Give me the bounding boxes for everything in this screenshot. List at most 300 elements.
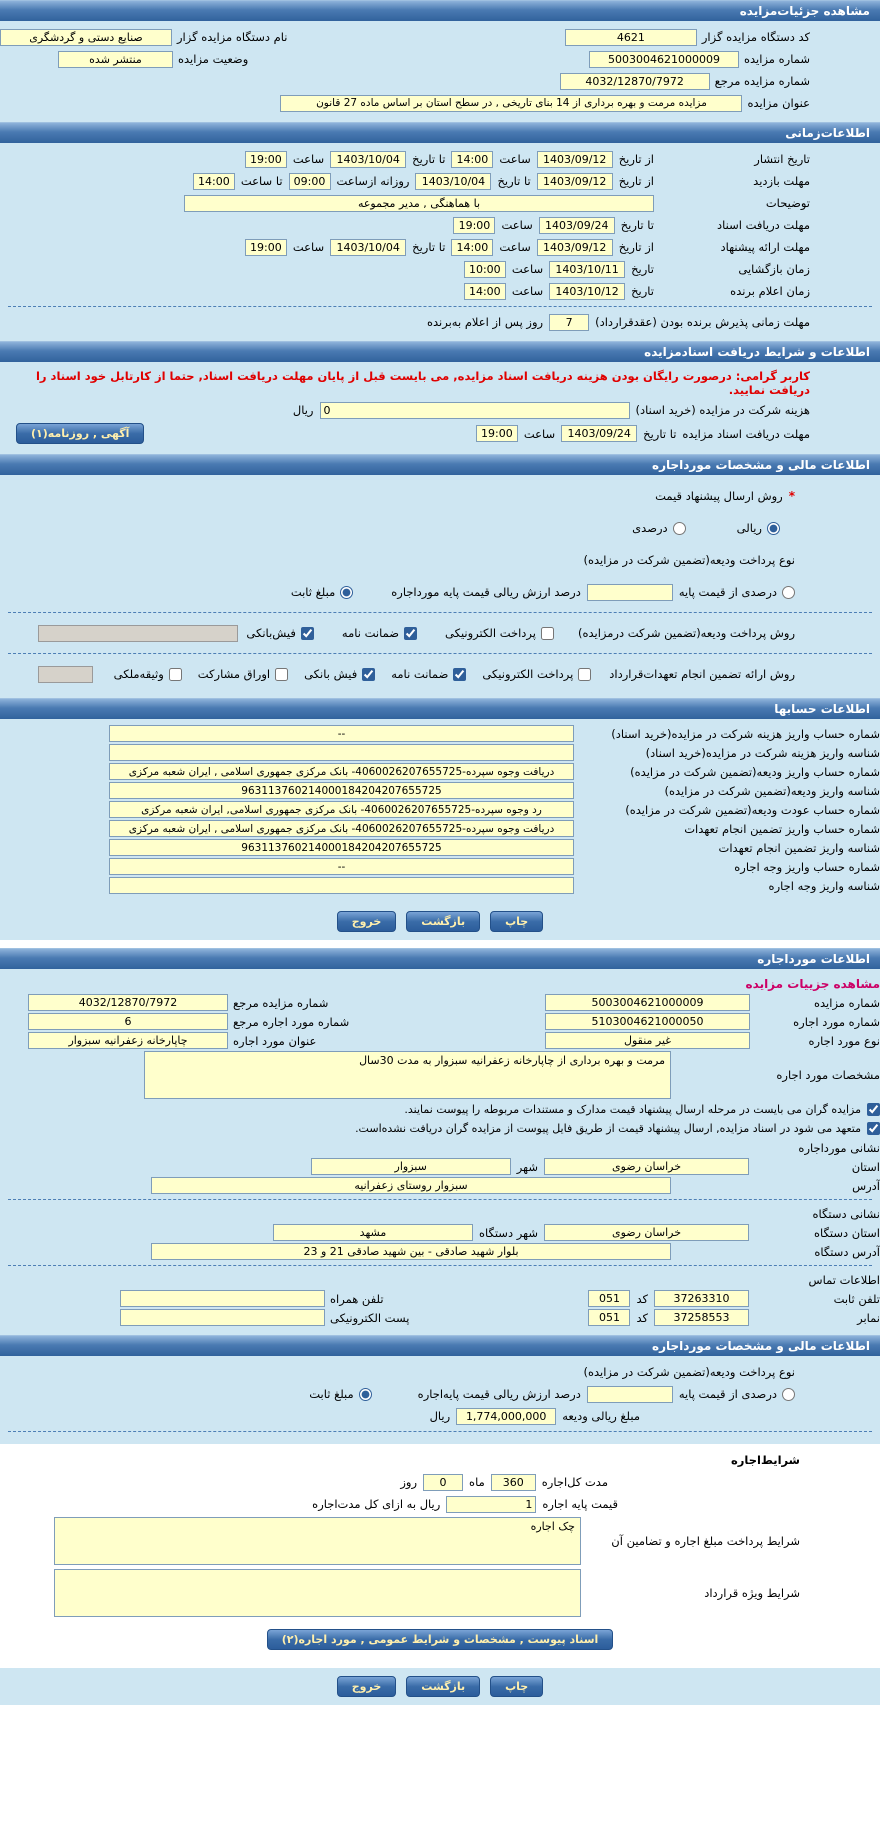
base-price-label: قیمت پایه اجاره <box>542 1497 618 1511</box>
account-row <box>0 724 880 743</box>
field-org-name <box>0 29 287 46</box>
obligation-guarantee-label: ضمانت نامه <box>391 667 449 681</box>
exit-button[interactable]: خروج <box>337 1676 397 1697</box>
deposit-type-label: نوع پرداخت ودیعه(تضمین شرکت در مزایده) <box>583 553 795 567</box>
accounts-panel <box>0 719 880 903</box>
print-button[interactable]: چاپ <box>490 911 543 932</box>
obligation-bank-slip-checkbox[interactable] <box>362 668 375 681</box>
dashed-divider <box>8 306 872 307</box>
hour-label: ساعت <box>499 240 531 254</box>
phone-label: تلفن ثابت <box>833 1291 880 1306</box>
obligation-bonds-label: اوراق مشارکت <box>197 667 271 681</box>
deposit-bank-slip-label: فیش‌بانکی <box>246 626 296 640</box>
attach-docs-check-label: مزایده گران می بایست در مرحله ارسال پیشنهاد قیمت مدارک و مستندات مربوطه را پیوست نمایند. <box>404 1103 861 1116</box>
account-row <box>0 819 880 838</box>
price-method-options-row <box>0 512 880 544</box>
account-row-label: شماره حساب عودت ودیعه(تضمین شرکت در مزایده) <box>625 802 880 817</box>
free-docs-warning-text: کاربر گرامی: درصورت رایگان بودن هزینه دریافت اسناد مزایده, می بایست قبل از پایان مهلت دریافت اسناد, حتما از کارتابل خود اسناد را دریافت نمایید. <box>35 369 810 397</box>
winner-time-input[interactable] <box>464 283 506 300</box>
participation-fee-input[interactable] <box>320 402 630 419</box>
deposit-electronic-label: پرداخت الکترونیکی <box>445 626 536 640</box>
field-rental-auction-no <box>545 994 880 1011</box>
form-row <box>0 993 880 1012</box>
obligation-collateral-option <box>114 667 182 681</box>
date-label: تاریخ <box>631 284 654 298</box>
fixed-amount-label: مبلغ ثابت <box>309 1387 354 1401</box>
field-email <box>120 1309 409 1326</box>
deposit-bank-slip-option <box>246 626 313 640</box>
percent-radio-label: درصدی <box>632 521 668 535</box>
price-method-label-row <box>0 480 880 512</box>
obligation-collateral-checkbox[interactable] <box>169 668 182 681</box>
winner-accept-days-input[interactable] <box>549 314 589 331</box>
percent-option <box>632 521 685 535</box>
obligation-guarantee-option <box>391 667 466 681</box>
auction-number-label: شماره مزایده <box>744 52 810 66</box>
duration-label: مدت کل‌اجاره <box>541 1475 608 1489</box>
attach-docs-checkbox[interactable] <box>867 1103 880 1116</box>
percent-of-base-radio[interactable] <box>782 586 795 599</box>
field-auction-number <box>589 51 810 68</box>
page-bottom-filler <box>0 1705 880 1835</box>
hour-label: ساعت <box>523 426 556 441</box>
date-label: تاریخ <box>631 262 654 276</box>
from-date-label: از تاریخ <box>618 240 654 254</box>
city-label: شهر <box>516 1159 538 1174</box>
opening-time-label: زمان بازگشایی <box>738 262 810 276</box>
account-row <box>0 743 880 762</box>
base-price-suffix: ریال به ازای کل مدت‌اجاره <box>312 1497 441 1511</box>
section-gap <box>0 940 880 948</box>
rental-info-panel <box>0 969 880 1335</box>
winner-accept-suffix: روز پس از اعلام به‌برنده <box>426 315 544 329</box>
percent-of-base-suffix: درصد ارزش ریالی قیمت پایه مورداجاره <box>391 585 581 599</box>
from-date-label: از تاریخ <box>618 152 654 166</box>
base-price-row <box>0 1493 880 1515</box>
auction-code-label: کد دستگاه مزایده گزار <box>701 30 810 44</box>
day-unit-label: روز <box>400 1475 418 1489</box>
phone-code-input[interactable] <box>588 1290 630 1307</box>
account-row-input[interactable] <box>109 763 574 780</box>
rental-terms-panel <box>0 1444 880 1668</box>
special-terms-label: شرایط ویژه قرارداد <box>704 1586 800 1600</box>
form-row <box>0 1223 880 1242</box>
account-row-input[interactable] <box>109 782 574 799</box>
percent-of-base-suffix: درصد ارزش ریالی قیمت پایه‌اجاره <box>417 1387 581 1401</box>
province-input[interactable] <box>544 1158 749 1175</box>
rental-item-ref-label: شماره مورد اجاره مرجع <box>233 1014 350 1029</box>
org-address-input[interactable] <box>151 1243 671 1260</box>
duration-days-input[interactable] <box>423 1474 463 1491</box>
section-header-financial-info-item: اطلاعات مالی و مشخصات مورداجاره <box>0 1335 880 1356</box>
notes-label: توضیحات <box>765 196 810 210</box>
offer-deadline-row <box>0 236 880 258</box>
rental-title-input[interactable] <box>28 1032 228 1049</box>
winner-accept-row <box>0 311 880 333</box>
contact-section-row <box>0 1270 880 1289</box>
publish-date-label: تاریخ انتشار <box>754 152 810 166</box>
fixed-amount-option <box>309 1387 371 1401</box>
rental-auction-no-label: شماره مزایده <box>814 995 880 1010</box>
month-unit-label: ماه <box>469 1475 485 1489</box>
form-row <box>0 1308 880 1327</box>
offer-from-time-input[interactable] <box>451 239 493 256</box>
auction-ref-input[interactable] <box>560 73 710 90</box>
account-row-input[interactable] <box>109 858 574 875</box>
deposit-bank-slip-checkbox[interactable] <box>301 627 314 640</box>
org-name-label: نام دستگاه مزایده گزار <box>177 30 288 44</box>
daily-from-hour-label: روزانه از‌ساعت <box>336 174 410 188</box>
doc-deadline-label: مهلت دریافت اسناد مزایده <box>682 426 810 441</box>
hour-label: ساعت <box>499 152 531 166</box>
account-row-label: شناسه واریز ودیعه(تضمین شرکت در مزایده) <box>664 783 880 798</box>
deposit-electronic-option <box>445 626 554 640</box>
hour-label: ساعت <box>511 284 544 298</box>
phone-input[interactable] <box>654 1290 749 1307</box>
winner-accept-label: مهلت زمانی پذیرش برنده بودن (عقدقرارداد) <box>595 315 810 329</box>
view-auction-details-link[interactable]: مشاهده جزییات مزایده <box>745 976 880 991</box>
account-row-input[interactable] <box>109 877 574 894</box>
deposit-electronic-checkbox[interactable] <box>541 627 554 640</box>
publish-to-date-input[interactable] <box>330 151 406 168</box>
obligation-bonds-option <box>198 667 288 681</box>
auction-title-label: عنوان مزایده <box>747 96 810 110</box>
dashed-divider <box>8 612 872 613</box>
form-row <box>0 92 880 114</box>
percent-of-base-radio-2[interactable] <box>782 1388 795 1401</box>
fixed-amount-radio-2[interactable] <box>359 1388 372 1401</box>
notes-input[interactable] <box>184 195 654 212</box>
dashed-divider <box>8 1431 872 1432</box>
doc-receive-deadline-row <box>0 214 880 236</box>
deposit-method-label: روش پرداخت ودیعه(تضمین شرکت درمزایده) <box>577 626 795 640</box>
back-button[interactable]: بازگشت <box>406 1676 480 1697</box>
dashed-divider <box>8 1265 872 1266</box>
obligation-electronic-label: پرداخت الکترونیکی <box>482 667 574 681</box>
section-header-doc-terms: اطلاعات و شرایط دریافت اسنادمزایده <box>0 341 880 362</box>
visit-deadline-label: مهلت بازدید <box>753 174 810 188</box>
participation-fee-row <box>0 399 880 421</box>
mobile-input[interactable] <box>120 1290 325 1307</box>
contact-section-label: اطلاعات تماس <box>808 1272 880 1287</box>
auction-code-input[interactable] <box>565 29 697 46</box>
account-row-label: شماره حساب واریز ودیعه(تضمین شرکت در مزایده) <box>630 764 880 779</box>
form-row <box>0 1289 880 1308</box>
obligation-method-label: روش ارائه تضمین انجام تعهدات‌قرارداد <box>609 667 795 681</box>
payment-terms-label: شرایط پرداخت مبلغ اجاره و تضامین آن <box>611 1534 800 1548</box>
rial-radio-label: ریالی <box>736 521 762 535</box>
hour-label: ساعت <box>292 152 325 166</box>
auction-title-input[interactable] <box>280 95 742 112</box>
percent-radio[interactable] <box>673 522 686 535</box>
auction-number-input[interactable] <box>589 51 739 68</box>
obligation-bank-slip-option <box>304 667 375 681</box>
org-province-label: استان دستگاه <box>813 1225 880 1240</box>
fixed-amount-option <box>291 585 353 599</box>
form-row <box>0 1242 880 1261</box>
field-auction-title <box>280 95 810 112</box>
fax-label: نمابر <box>857 1310 880 1325</box>
view-details-link-row <box>0 974 880 993</box>
deposit-type-label-row <box>0 544 880 576</box>
form-row <box>0 1176 880 1195</box>
doc-deadline-date-input[interactable] <box>539 217 615 234</box>
form-row <box>0 1031 880 1050</box>
obligation-collateral-label: وثیقه‌ملکی <box>113 667 164 681</box>
account-row <box>0 857 880 876</box>
email-label: پست الکترونیکی <box>330 1310 410 1325</box>
rental-terms-title: شرایط‌اجاره <box>731 1453 800 1467</box>
rial-unit-label: ریال <box>429 1409 451 1423</box>
dashed-divider <box>8 1199 872 1200</box>
print-button[interactable]: چاپ <box>490 1676 543 1697</box>
hour-label: ساعت <box>511 262 544 276</box>
rial-unit-label: ریال <box>292 403 314 417</box>
exit-button[interactable]: خروج <box>337 911 397 932</box>
back-button[interactable]: بازگشت <box>406 911 480 932</box>
deposit-amount-label: مبلغ ریالی ودیعه <box>562 1409 640 1423</box>
required-asterisk: * <box>788 489 795 503</box>
org-name-input[interactable] <box>0 29 172 46</box>
duration-row <box>0 1471 880 1493</box>
rental-auction-ref-input[interactable] <box>28 994 228 1011</box>
to-date-label: تا تاریخ <box>412 240 446 254</box>
percent-of-base-input[interactable] <box>587 584 673 601</box>
rental-auction-no-input[interactable] <box>545 994 750 1011</box>
field-auction-ref <box>560 73 810 90</box>
visit-to-date-input[interactable] <box>415 173 491 190</box>
field-rental-type <box>545 1032 880 1049</box>
address-input[interactable] <box>151 1177 671 1194</box>
rental-title-label: عنوان مورد اجاره <box>233 1033 317 1048</box>
publish-to-time-input[interactable] <box>245 151 287 168</box>
section-header-rental-info: اطلاعات مورداجاره <box>0 948 880 969</box>
org-address-section-row <box>0 1204 880 1223</box>
opening-time-input[interactable] <box>464 261 506 278</box>
account-row-label: شناسه واریز تضمین انجام تعهدات <box>718 840 880 855</box>
doc-deadline-time-input[interactable] <box>453 217 495 234</box>
org-address-label: آدرس دستگاه <box>814 1244 880 1259</box>
rental-terms-title-row <box>0 1449 880 1471</box>
doc-terms-panel <box>0 362 880 454</box>
opening-date-input[interactable] <box>549 261 625 278</box>
percent-of-base-label: درصدی از قیمت پایه <box>678 1387 777 1401</box>
duration-months-input[interactable] <box>491 1474 536 1491</box>
percent-of-base-input-2[interactable] <box>587 1386 673 1403</box>
deposit-amount-row <box>0 1405 880 1427</box>
fixed-amount-label: مبلغ ثابت <box>290 585 336 599</box>
base-price-input[interactable] <box>446 1496 536 1513</box>
offer-deadline-label: مهلت ارائه پیشنهاد <box>720 240 810 254</box>
account-row <box>0 800 880 819</box>
account-row-label: شناسه واریز هزینه شرکت در مزایده(خرید اسناد) <box>645 745 880 760</box>
fax-input[interactable] <box>654 1309 749 1326</box>
from-date-label: از تاریخ <box>618 174 654 188</box>
section-header-time-info: اطلاعات‌زمانی <box>0 122 880 143</box>
no-file-offer-checkbox[interactable] <box>867 1122 880 1135</box>
rental-item-no-input[interactable] <box>545 1013 750 1030</box>
city-input[interactable] <box>311 1158 511 1175</box>
deposit-guarantee-label: ضمانت نامه <box>341 626 400 640</box>
field-mobile <box>120 1290 384 1307</box>
payment-terms-row <box>0 1515 880 1567</box>
percent-of-base-option <box>679 585 795 599</box>
obligation-guarantee-checkbox[interactable] <box>453 668 466 681</box>
rental-specs-label: مشخصات مورد اجاره <box>776 1068 880 1082</box>
hour-label: ساعت <box>501 218 533 232</box>
offer-to-time-input[interactable] <box>245 239 287 256</box>
hour-label: ساعت <box>292 240 325 254</box>
disabled-input <box>38 625 238 642</box>
to-date-label: تا تاریخ <box>620 218 654 232</box>
area-code-label: کد <box>636 1310 648 1325</box>
section-header-accounts: اطلاعات حسابها <box>0 698 880 719</box>
dashed-divider <box>8 653 872 654</box>
fax-code-input[interactable] <box>588 1309 630 1326</box>
org-address-section-label: نشانی دستگاه <box>812 1206 880 1221</box>
form-row <box>0 1012 880 1031</box>
publish-from-date-input[interactable] <box>537 151 613 168</box>
percent-of-base-label: درصدی از قیمت پایه <box>678 585 777 599</box>
ad-newspaper-button[interactable]: آگهی , روزنامه(۱) <box>16 423 144 444</box>
account-row <box>0 762 880 781</box>
financial-info-item-panel <box>0 1356 880 1444</box>
to-date-label: تا تاریخ <box>412 152 446 166</box>
account-row <box>0 781 880 800</box>
to-date-label: تا تاریخ <box>497 174 531 188</box>
rial-option <box>737 521 780 535</box>
account-row-label: شماره حساب واریز وجه اجاره <box>734 859 880 874</box>
field-rental-auction-ref <box>28 994 328 1011</box>
action-buttons-row <box>0 1668 880 1705</box>
rental-type-label: نوع مورد اجاره <box>808 1033 880 1048</box>
doc-receive-deadline-label: مهلت دریافت اسناد <box>717 218 810 232</box>
obligation-electronic-checkbox[interactable] <box>578 668 591 681</box>
field-auction-code <box>565 29 810 46</box>
no-file-offer-check-label: متعهد می شود در اسناد مزایده, ارسال پیشنهاد قیمت از طریق فایل پیوست از مزایده گران دریافت نشده‌است. <box>355 1122 861 1135</box>
auction-ref-label: شماره مزایده مرجع <box>714 74 810 88</box>
obligation-method-row <box>0 658 880 690</box>
attach-docs-check-row <box>0 1100 880 1119</box>
special-terms-row <box>0 1567 880 1619</box>
attachments-button-row <box>0 1619 880 1660</box>
mobile-label: تلفن همراه <box>330 1291 384 1306</box>
auction-status-label: وضعیت مزایده <box>178 52 249 66</box>
account-row-input[interactable] <box>109 725 574 742</box>
obligation-electronic-option <box>482 667 591 681</box>
account-row <box>0 876 880 895</box>
deposit-type-options-row <box>0 576 880 608</box>
area-code-label: کد <box>636 1291 648 1306</box>
org-city-input[interactable] <box>273 1224 473 1241</box>
deposit-amount-input[interactable] <box>456 1408 556 1425</box>
deposit-type-label: نوع پرداخت ودیعه(تضمین شرکت در مزایده) <box>583 1365 795 1379</box>
rial-radio[interactable] <box>767 522 780 535</box>
org-city-label: شهر دستگاه <box>478 1225 538 1240</box>
to-date-label: تا تاریخ <box>643 426 677 441</box>
province-label: استان <box>851 1159 880 1174</box>
publish-date-row <box>0 148 880 170</box>
deposit-type-options-row <box>0 1383 880 1405</box>
action-buttons-row <box>0 903 880 940</box>
deposit-type-label-row <box>0 1361 880 1383</box>
obligation-bank-slip-label: فیش بانکی <box>304 667 358 681</box>
offer-from-date-input[interactable] <box>537 239 613 256</box>
visit-from-date-input[interactable] <box>537 173 613 190</box>
publish-from-time-input[interactable] <box>451 151 493 168</box>
disabled-input <box>38 666 93 683</box>
visit-daily-to-input[interactable] <box>193 173 235 190</box>
participation-fee-label: هزینه شرکت در مزایده (خرید اسناد) <box>635 403 810 417</box>
opening-time-row <box>0 258 880 280</box>
doc-deadline-row <box>0 421 880 446</box>
attachments-button[interactable]: اسناد پیوست , مشخصات و شرایط عمومی , مورد اجاره(۲) <box>267 1629 614 1650</box>
payment-terms-textarea[interactable] <box>54 1517 581 1565</box>
obligation-bonds-checkbox[interactable] <box>275 668 288 681</box>
fixed-amount-radio[interactable] <box>340 586 353 599</box>
notes-row <box>0 192 880 214</box>
rental-address-section-label: نشانی مورداجاره <box>798 1140 880 1155</box>
visit-deadline-row <box>0 170 880 192</box>
section-header-auction-details: مشاهده جزئیات‌مزایده <box>0 0 880 21</box>
percent-of-base-option <box>679 1387 795 1401</box>
no-file-offer-check-row <box>0 1119 880 1138</box>
rental-auction-ref-label: شماره مزایده مرجع <box>233 995 329 1010</box>
rental-specs-row <box>0 1050 880 1100</box>
account-row-input[interactable] <box>109 839 574 856</box>
email-input[interactable] <box>120 1309 325 1326</box>
org-province-input[interactable] <box>544 1224 749 1241</box>
to-hour-label: تا ساعت <box>240 174 283 188</box>
field-auction-status <box>58 51 248 68</box>
financial-info-panel <box>0 475 880 698</box>
account-row-input[interactable] <box>109 801 574 818</box>
field-rental-title <box>28 1032 316 1049</box>
visit-daily-from-input[interactable] <box>289 173 331 190</box>
form-row <box>0 48 880 70</box>
account-row-label: شماره حساب واریز هزینه شرکت در مزایده(خرید اسناد) <box>611 726 880 741</box>
auction-details-panel <box>0 21 880 122</box>
winner-announce-row <box>0 280 880 302</box>
account-row <box>0 838 880 857</box>
rental-type-input[interactable] <box>545 1032 750 1049</box>
rental-specs-textarea[interactable] <box>144 1051 671 1099</box>
time-info-panel <box>0 143 880 341</box>
form-row <box>0 1157 880 1176</box>
special-terms-textarea[interactable] <box>54 1569 581 1617</box>
account-row-label: شماره حساب واریز تضمین انجام تعهدات <box>684 821 880 836</box>
auction-status-input[interactable] <box>58 51 173 68</box>
docs-deadline-date-input[interactable] <box>561 425 637 442</box>
warning-row <box>0 367 880 399</box>
rental-item-ref-input[interactable] <box>28 1013 228 1030</box>
rental-item-no-label: شماره مورد اجاره <box>793 1014 880 1029</box>
price-method-label: روش ارسال پیشنهاد قیمت <box>655 489 783 503</box>
account-row-label: شناسه واریز وجه اجاره <box>768 878 880 893</box>
winner-date-input[interactable] <box>549 283 625 300</box>
deposit-guarantee-checkbox[interactable] <box>404 627 417 640</box>
field-rental-item-ref <box>28 1013 349 1030</box>
address-label: آدرس <box>852 1178 880 1193</box>
winner-announce-label: زمان اعلام برنده <box>730 284 810 298</box>
offer-to-date-input[interactable] <box>330 239 406 256</box>
field-rental-item-no <box>545 1013 880 1030</box>
docs-deadline-time-input[interactable] <box>476 425 518 442</box>
account-row-input[interactable] <box>109 744 574 761</box>
rental-address-section-row <box>0 1138 880 1157</box>
deposit-method-row <box>0 617 880 649</box>
account-row-input[interactable] <box>109 820 574 837</box>
